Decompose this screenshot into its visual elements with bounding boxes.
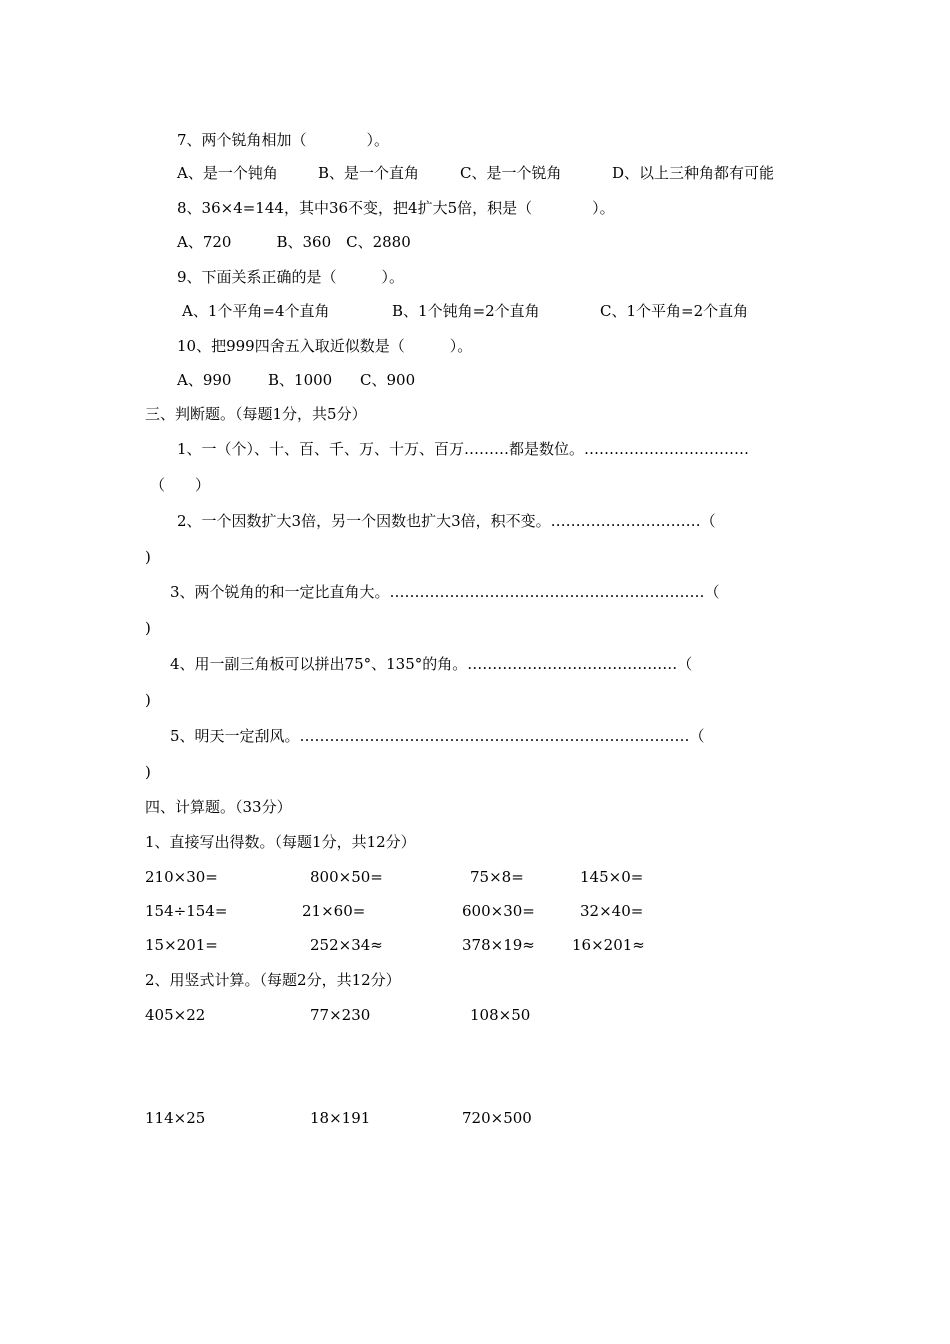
section3-title: 三、判断题。（每题1分，共5分）	[145, 405, 367, 423]
judge-item-1-bracket: （ ）	[150, 476, 211, 494]
q9-option-b: B、1个钝角=2个直角	[392, 302, 540, 320]
judge-item-4: 4、用一副三角板可以拼出75°、135°的角。……………………………………（	[170, 655, 693, 673]
judge-item-5: 5、明天一定刮风。……………………………………………………………………（	[170, 727, 705, 745]
judge-item-3: 3、两个锐角的和一定比直角大。………………………………………………………（	[170, 583, 720, 601]
q7-option-b: B、是一个直角	[318, 164, 420, 182]
judge-item-1: 1、一（个）、十、百、千、万、十万、百万………都是数位。……………………………	[177, 440, 750, 458]
calc-item: 800×50=	[310, 868, 383, 886]
vertical-calc-item: 114×25	[145, 1109, 206, 1127]
section4-title: 四、计算题。（33分）	[145, 798, 292, 816]
judge-item-2: 2、一个因数扩大3倍，另一个因数也扩大3倍，积不变。…………………………（	[177, 512, 716, 530]
judge-item-3-close: )	[145, 619, 151, 637]
vertical-calc-item: 720×500	[462, 1109, 532, 1127]
q10-option-c: C、900	[360, 371, 416, 389]
q10-stem: 10、把999四舍五入取近似数是（ ）。	[177, 337, 473, 355]
calc-item: 600×30=	[462, 902, 535, 920]
q7-option-d: D、以上三种角都有可能	[612, 164, 775, 182]
calc-item: 15×201=	[145, 936, 218, 954]
calc-item: 32×40=	[580, 902, 644, 920]
vertical-calc-item: 108×50	[470, 1006, 531, 1024]
section4-sub1: 1、直接写出得数。（每题1分，共12分）	[145, 833, 416, 851]
calc-item: 252×34≈	[310, 936, 383, 954]
calc-item: 21×60=	[302, 902, 366, 920]
calc-item: 378×19≈	[462, 936, 535, 954]
calc-item: 154÷154=	[145, 902, 228, 920]
q8-options: A、720 B、360 C、2880	[177, 233, 411, 251]
vertical-calc-item: 77×230	[310, 1006, 371, 1024]
q9-option-a: A、1个平角=4个直角	[182, 302, 330, 320]
q7-option-a: A、是一个钝角	[177, 164, 278, 182]
q9-stem: 9、下面关系正确的是（ ）。	[177, 268, 405, 286]
calc-item: 16×201≈	[572, 936, 645, 954]
q7-stem: 7、两个锐角相加（ ）。	[177, 131, 390, 149]
judge-item-5-close: )	[145, 763, 151, 781]
section4-sub2: 2、用竖式计算。（每题2分，共12分）	[145, 971, 401, 989]
q10-option-b: B、1000	[268, 371, 333, 389]
calc-item: 145×0=	[580, 868, 644, 886]
judge-item-2-close: )	[145, 548, 151, 566]
vertical-calc-item: 18×191	[310, 1109, 371, 1127]
q8-stem: 8、36×4=144，其中36不变，把4扩大5倍，积是（ ）。	[177, 199, 615, 217]
q10-option-a: A、990	[177, 371, 232, 389]
judge-item-4-close: )	[145, 691, 151, 709]
q7-option-c: C、是一个锐角	[460, 164, 562, 182]
q9-option-c: C、1个平角=2个直角	[600, 302, 749, 320]
calc-item: 75×8=	[470, 868, 524, 886]
vertical-calc-item: 405×22	[145, 1006, 206, 1024]
calc-item: 210×30=	[145, 868, 218, 886]
